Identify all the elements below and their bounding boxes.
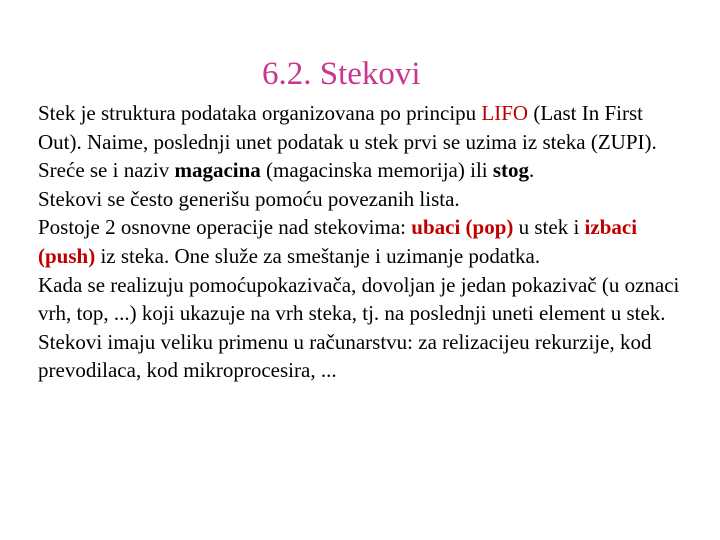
- paragraph-linked-lists: Stekovi se često generišu pomoću povezanih lista.: [38, 186, 460, 211]
- ubaci-term: ubaci (pop): [411, 215, 514, 240]
- slide-title: 6.2. Stekovi: [262, 56, 421, 92]
- paragraph-lifo-definition: [38, 99, 688, 156]
- paragraph-text: u stek i: [513, 215, 585, 240]
- izbaci-term: izbaci (push): [38, 215, 638, 268]
- paragraph-alternative-names: [38, 156, 688, 185]
- paragraph-text: .: [529, 158, 535, 183]
- stog-term: stog: [492, 158, 530, 183]
- paragraph-text: (Last In First Out). Naime, poslednji unet podatak u stek prvi se uzima iz steka (ZUPI).: [38, 101, 657, 154]
- paragraph-text: Sreće se i naziv: [38, 158, 175, 183]
- lifo-term: LIFO: [481, 101, 529, 125]
- magacina-term: magacina: [174, 158, 261, 183]
- paragraph-text: Stek je struktura podataka organizovana po principu: [38, 101, 482, 125]
- paragraph-text: (magacinska memorija) ili: [260, 158, 493, 183]
- paragraph-text: iz steka. One služe za smeštanje i uzimanje podatka.: [95, 243, 541, 268]
- paragraph-text: Postoje 2 osnovne operacije nad stekovima:: [38, 215, 412, 240]
- paragraph-pointer: Kada se realizuju pomoćupokazivača, dovoljan je jedan pokazivač (u oznaci vrh, top, ...) koji ukazuje na vrh steka, tj. na poslednji uneti element u stek.: [38, 272, 680, 326]
- slide-body: [38, 99, 688, 385]
- paragraph-applications: Stekovi imaju veliku primenu u računarstvu: za relizacijeu rekurzije, kod prevodilaca, kod mikroprocesira, ...: [38, 329, 652, 383]
- paragraph-operations: [38, 213, 688, 270]
